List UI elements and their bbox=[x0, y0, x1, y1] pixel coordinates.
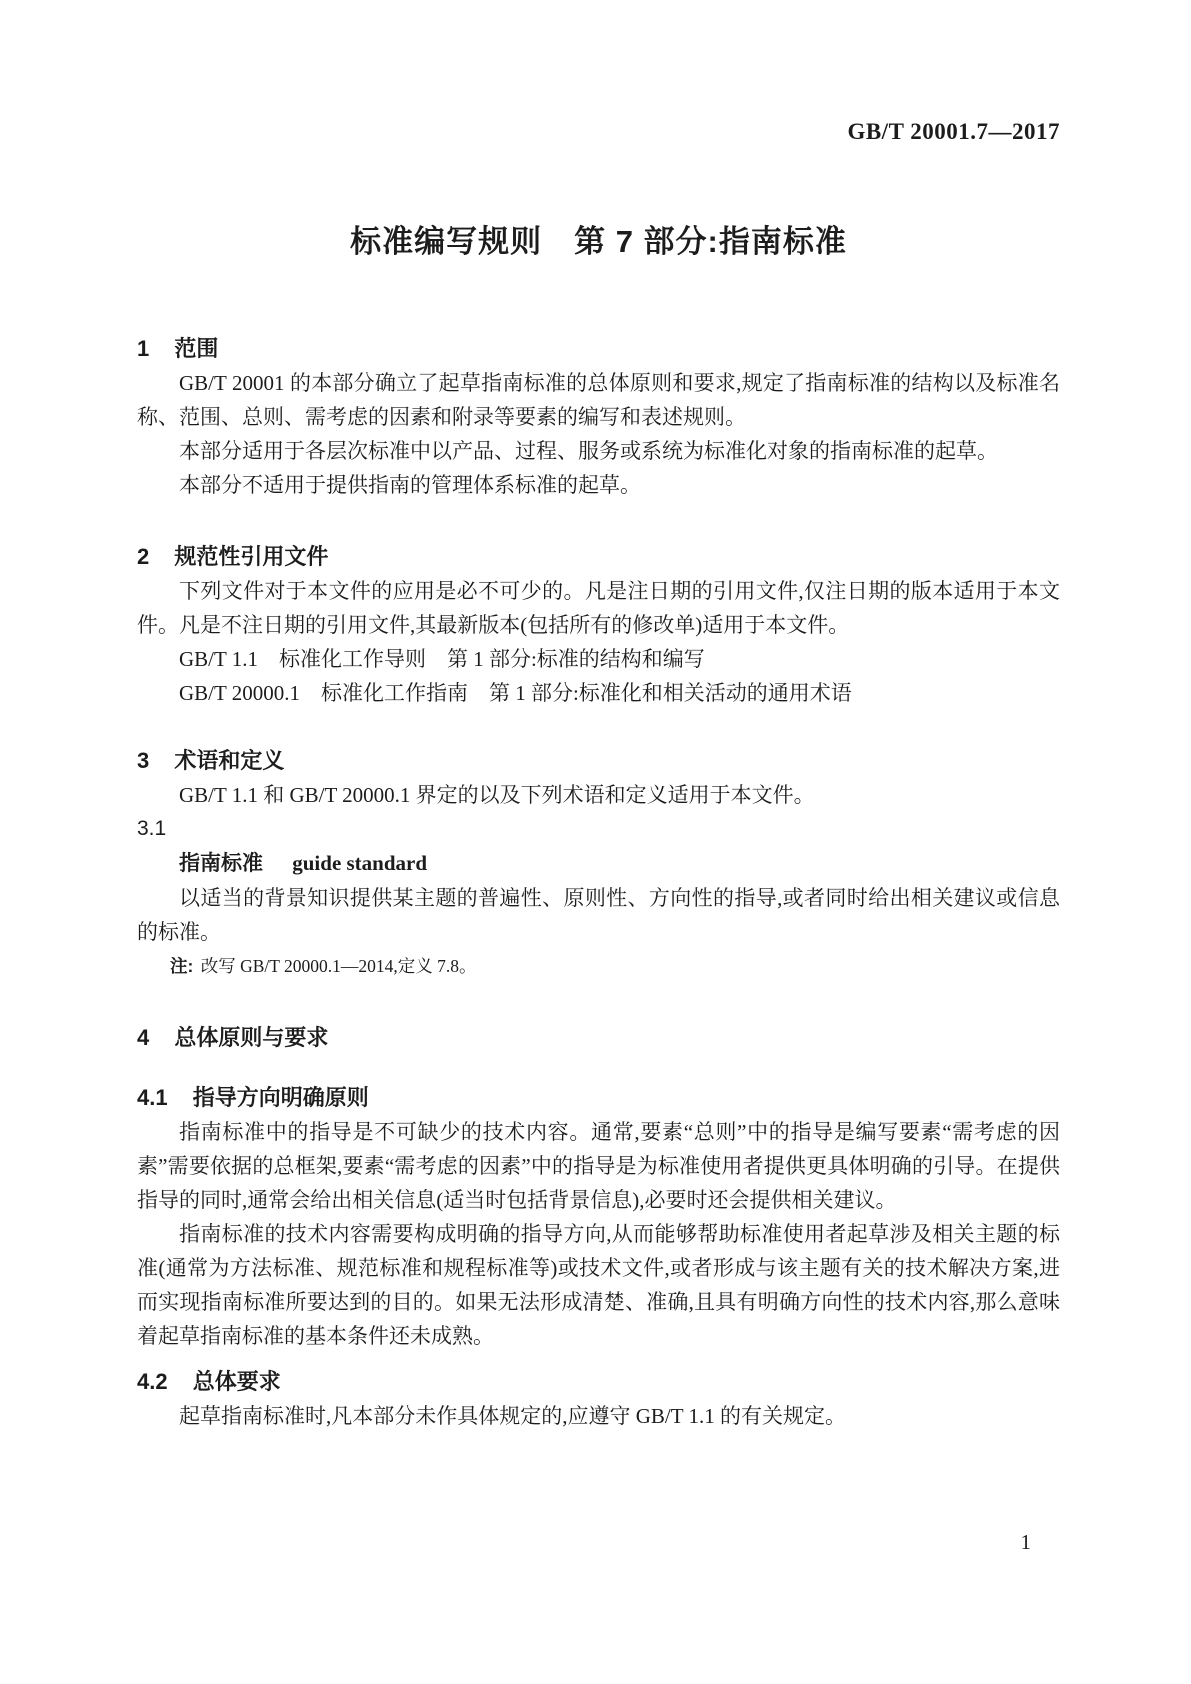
section-2-heading bbox=[137, 540, 1060, 574]
normative-references-paragraph: 下列文件对于本文件的应用是必不可少的。凡是注日期的引用文件,仅注日期的版本适用于本文件。凡是不注日期的引用文件,其最新版本(包括所有的修改单)适用于本文件。 bbox=[137, 579, 1060, 637]
term-english: guide standard bbox=[292, 851, 428, 875]
section-3-heading bbox=[137, 744, 1060, 778]
section-4-2-heading bbox=[137, 1365, 1060, 1399]
term-definition: 以适当的背景知识提供某主题的普遍性、原则性、方向性的指导,或者同时给出相关建议或信息的标准。 bbox=[137, 886, 1060, 944]
scope-paragraph-1: GB/T 20001 的本部分确立了起草指南标准的总体原则和要求,规定了指南标准的结构以及标准名称、范围、总则、需考虑的因素和附录等要素的编写和表述规则。 bbox=[137, 371, 1060, 429]
section-4-2-title: 总体要求 bbox=[192, 1369, 281, 1394]
reference-entry-2: GB/T 20000.1 标准化工作指南 第 1 部分:标准化和相关活动的通用术语 bbox=[179, 681, 852, 705]
terms-intro-paragraph: GB/T 1.1 和 GB/T 20000.1 界定的以及下列术语和定义适用于本文件。 bbox=[179, 783, 815, 807]
scope-paragraph-3: 本部分不适用于提供指南的管理体系标准的起草。 bbox=[179, 473, 641, 497]
document-title: 标准编写规则 第 7 部分:指南标准 bbox=[350, 224, 847, 259]
section-1-number: 1 bbox=[137, 336, 150, 361]
scope-paragraph-2: 本部分适用于各层次标准中以产品、过程、服务或系统为标准化对象的指南标准的起草。 bbox=[179, 439, 998, 463]
term-entry bbox=[137, 846, 1060, 881]
section-1-title: 范围 bbox=[174, 336, 219, 361]
section-1-heading bbox=[137, 332, 1060, 366]
section-4-title: 总体原则与要求 bbox=[174, 1025, 329, 1050]
reference-entry-1: GB/T 1.1 标准化工作导则 第 1 部分:标准的结构和编写 bbox=[179, 647, 705, 671]
clause-number-3-1: 3.1 bbox=[137, 817, 167, 840]
section-4-heading bbox=[137, 1021, 1060, 1055]
section-4-1-number: 4.1 bbox=[137, 1085, 168, 1110]
section-4-2-number: 4.2 bbox=[137, 1369, 168, 1394]
general-requirements-paragraph: 起草指南标准时,凡本部分未作具体规定的,应遵守 GB/T 1.1 的有关规定。 bbox=[179, 1404, 846, 1428]
section-2-number: 2 bbox=[137, 544, 150, 569]
section-4-1-heading bbox=[137, 1081, 1060, 1115]
section-4-number: 4 bbox=[137, 1025, 150, 1050]
section-2-title: 规范性引用文件 bbox=[174, 544, 329, 569]
note-text: 改写 GB/T 20000.1—2014,定义 7.8。 bbox=[200, 956, 477, 976]
term-note bbox=[137, 949, 1060, 983]
note-label: 注: bbox=[170, 956, 194, 976]
guiding-direction-paragraph-1: 指南标准中的指导是不可缺少的技术内容。通常,要素“总则”中的指导是编写要素“需考虑的因素”需要依据的总框架,要素“需考虑的因素”中的指导是为标准使用者提供更具体明确的引导。在提供指导的同时,通常会给出相关信息(适当时包括背景信息),必要时还会提供相关建议。 bbox=[137, 1120, 1060, 1212]
term-chinese: 指南标准 bbox=[179, 852, 263, 875]
guiding-direction-paragraph-2: 指南标准的技术内容需要构成明确的指导方向,从而能够帮助标准使用者起草涉及相关主题的标准(通常为方法标准、规范标准和规程标准等)或技术文件,或者形成与该主题有关的技术解决方案,进而实现指南标准所要达到的目的。如果无法形成清楚、准确,且具有明确方向性的技术内容,那么意味着起草指南标准的基本条件还未成熟。 bbox=[137, 1222, 1060, 1348]
page-number: 1 bbox=[1020, 1530, 1031, 1554]
section-3-number: 3 bbox=[137, 748, 150, 773]
standard-code: GB/T 20001.7—2017 bbox=[847, 119, 1060, 144]
section-3-title: 术语和定义 bbox=[174, 748, 285, 773]
section-4-1-title: 指导方向明确原则 bbox=[192, 1085, 369, 1110]
